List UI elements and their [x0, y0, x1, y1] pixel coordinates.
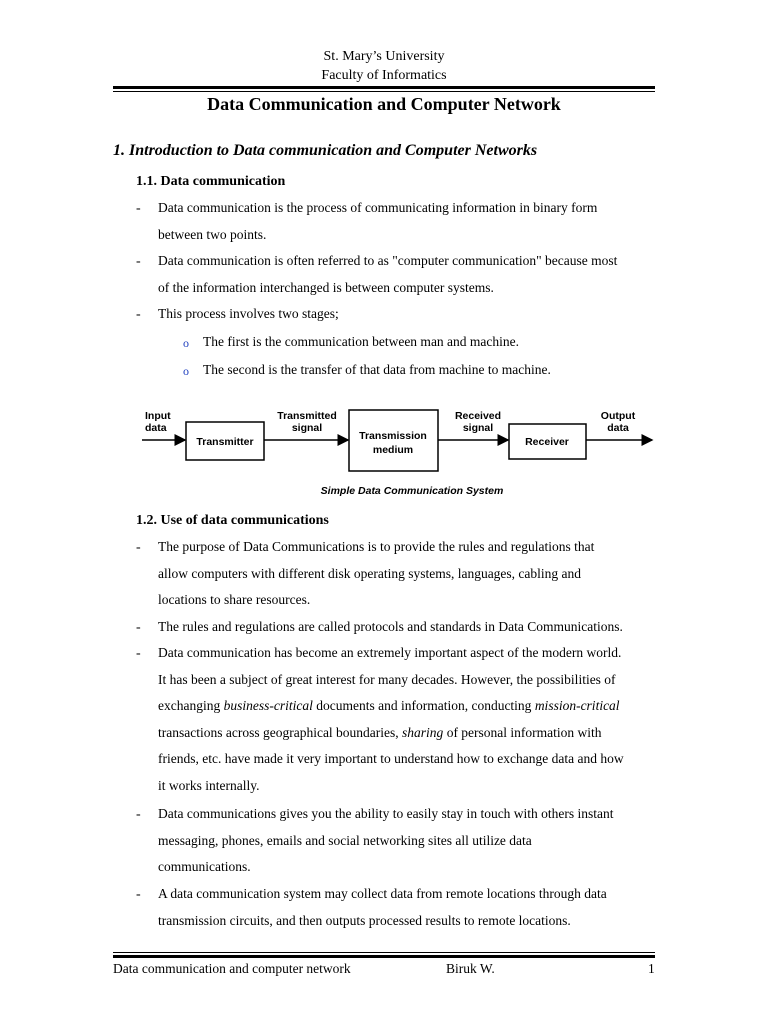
sub-bullet-marker: o	[183, 336, 189, 350]
bullet-item	[158, 801, 683, 881]
bullet-marker: -	[136, 620, 141, 635]
bullet-line: It has been a subject of great interest for many decades. However, the possibilities of	[158, 671, 616, 687]
medium-label-2: medium	[372, 444, 414, 456]
bullet-item	[158, 614, 683, 641]
header-rule-thick	[113, 86, 655, 89]
received-label-2: signal	[462, 422, 494, 434]
bullet-line: friends, etc. have made it very important to understand how to exchange data and how	[158, 751, 624, 766]
bullet-line: This process involves two stages;	[158, 306, 339, 321]
bullet-line: messaging, phones, emails and social networking sites all utilize data	[158, 832, 532, 848]
bullet-item	[158, 881, 683, 934]
header-rule-thin	[113, 91, 655, 92]
bullet-marker: -	[136, 807, 141, 822]
bullet-line: A data communication system may collect data from remote locations through data	[158, 886, 607, 901]
text-run: documents and information, conducting	[312, 698, 535, 713]
sub-bullet-item: The first is the communication between man and machine.	[203, 334, 520, 349]
header-faculty: Faculty of Informatics	[321, 68, 447, 83]
bullet-marker: -	[136, 887, 141, 902]
bullet-marker: -	[136, 307, 141, 322]
emphasis-sharing: sharing	[402, 724, 444, 740]
bullet-line: Data communication is often referred to as "computer communication" because most	[158, 253, 618, 268]
bullet-line: communications.	[158, 859, 251, 874]
bullet-item	[158, 640, 683, 799]
footer-rule-thick	[113, 955, 655, 958]
footer-rule-thin	[113, 952, 655, 953]
text-run: of personal information with	[443, 724, 602, 740]
bullet-marker: -	[136, 540, 141, 555]
subsection-heading-1-1: 1.1. Data communication	[136, 174, 286, 189]
section-heading: 1. Introduction to Data communication and Computer Networks	[113, 142, 538, 159]
received-label-1: Received	[454, 410, 502, 422]
sub-bullet-item: The second is the transfer of that data from machine to machine.	[203, 362, 551, 377]
transmitted-label-1: Transmitted	[277, 410, 337, 422]
bullet-marker: -	[136, 254, 141, 269]
bullet-line: locations to share resources.	[158, 592, 311, 607]
bullet-item	[158, 195, 683, 248]
bullet-item	[158, 248, 683, 301]
transmitted-label-2: signal	[291, 422, 323, 434]
bullet-line: of the information interchanged is between computer systems.	[158, 279, 494, 295]
document-title: Data Communication and Computer Network	[207, 94, 561, 114]
input-label-2: data	[145, 422, 167, 434]
bullet-marker: -	[136, 201, 141, 216]
subsection-heading-1-2: 1.2. Use of data communications	[136, 513, 329, 528]
output-label-1: Output	[600, 410, 636, 422]
bullet-line: between two points.	[158, 226, 267, 242]
receiver-label: Receiver	[525, 436, 569, 448]
data-communication-diagram	[140, 400, 660, 505]
bullet-line: Data communication has become an extremely important aspect of the modern world.	[158, 645, 622, 660]
sub-bullet-marker: o	[183, 364, 189, 378]
emphasis-business-critical: business-critical	[223, 698, 313, 713]
diagram-caption: Simple Data Communication System	[320, 485, 504, 497]
footer-course: Data communication and computer network	[113, 961, 351, 976]
bullet-line: Data communication is the process of communicating information in binary form	[158, 200, 598, 215]
bullet-line: it works internally.	[158, 777, 260, 793]
emphasis-mission-critical: mission-critical	[534, 698, 620, 713]
transmitter-label: Transmitter	[196, 436, 254, 448]
footer-page-number: 1	[648, 961, 655, 976]
text-run: transactions across geographical boundaries,	[158, 724, 403, 740]
output-label-2: data	[607, 422, 629, 434]
input-label-1: Input	[145, 410, 171, 422]
bullet-line: transmission circuits, and then outputs processed results to remote locations.	[158, 912, 571, 928]
medium-label-1: Transmission	[359, 430, 427, 442]
bullet-item	[158, 534, 683, 614]
text-run: exchanging	[158, 698, 224, 713]
bullet-marker: -	[136, 646, 141, 661]
bullet-item	[158, 301, 683, 328]
bullet-line: Data communications gives you the ability to easily stay in touch with others instant	[158, 806, 614, 821]
bullet-line	[158, 720, 683, 747]
footer-author: Biruk W.	[446, 961, 495, 976]
bullet-line: The rules and regulations are called protocols and standards in Data Communications.	[158, 619, 623, 634]
bullet-line	[158, 693, 683, 720]
bullet-line: allow computers with different disk operating systems, languages, cabling and	[158, 565, 582, 581]
header-university: St. Mary’s University	[323, 49, 445, 64]
bullet-line: The purpose of Data Communications is to provide the rules and regulations that	[158, 539, 595, 554]
